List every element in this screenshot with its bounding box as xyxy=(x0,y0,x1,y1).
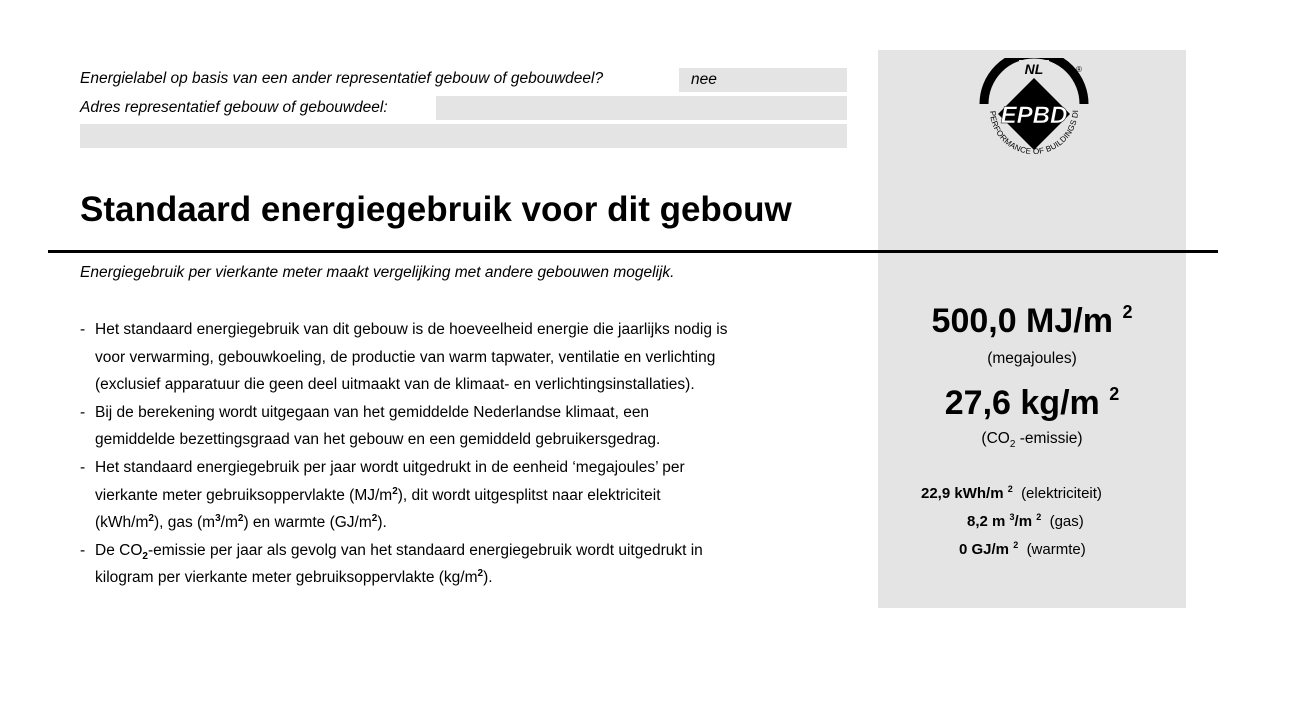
bullet-3-line-2-text-a: vierkante meter gebruiksoppervlakte (MJ/m xyxy=(95,486,393,504)
bullet-3-line-1: Het standaard energiegebruik per jaar wordt uitgedrukt in de eenheid ‘megajoules’ per xyxy=(95,458,685,476)
bullet-dash: - xyxy=(80,541,86,559)
bullet-2-line-2: gemiddelde bezettingsgraad van het gebouw en een gemiddeld gebruikersgedrag. xyxy=(95,431,661,449)
superscript-3: 3 xyxy=(1009,512,1015,522)
electricity-row xyxy=(921,485,1102,502)
bullet-3-line-3-text-b: ), gas (m xyxy=(153,514,216,532)
section-intro: Energiegebruik per vierkante meter maakt vergelijking met andere gebouwen mogelijk. xyxy=(80,264,675,281)
superscript-2: 2 xyxy=(1109,384,1120,404)
logo-registered-mark: ® xyxy=(1076,65,1082,74)
logo-top-text: NL xyxy=(1024,61,1044,77)
co2-note xyxy=(878,430,1186,451)
bullet-4-line-1-text-b: -emissie per jaar als gevolg van het standaard energiegebruik wordt uitgedrukt in xyxy=(147,541,703,559)
bullet-3-line-3-text-e: ). xyxy=(377,514,387,532)
superscript-2: 2 xyxy=(1122,302,1133,322)
bullet-4-line-2-text-a: kilogram per vierkante meter gebruiksoppervlakte (kg/m xyxy=(95,569,478,587)
superscript-2: 2 xyxy=(392,485,398,497)
superscript-2: 2 xyxy=(477,568,484,580)
bullet-4-line-1 xyxy=(95,537,860,565)
co2-note-b: -emissie) xyxy=(1019,430,1083,447)
address-field xyxy=(436,96,847,120)
electricity-label: (elektriciteit) xyxy=(1021,485,1102,502)
bullet-3-line-2 xyxy=(95,482,860,510)
heat-value: 0 GJ/m xyxy=(959,541,1010,558)
bullet-3-line-3-text-d: ) en warmte (GJ/m xyxy=(243,514,372,532)
superscript-2: 2 xyxy=(1013,540,1019,550)
epbd-logo xyxy=(972,58,1096,182)
bullet-dash: - xyxy=(80,403,86,421)
representatief-question: Energielabel op basis van een ander representatief gebouw of gebouwdeel? xyxy=(80,70,604,87)
logo-ring-text-path: PERFORMANCE OF BUILDINGS DI xyxy=(987,109,1081,157)
bullet-3-line-3-text-c: /m xyxy=(220,514,238,532)
superscript-2: 2 xyxy=(148,513,154,524)
bullet-3-line-3-text-a: (kWh/m xyxy=(95,514,149,532)
bullet-dash: - xyxy=(80,458,86,476)
superscript-2: 2 xyxy=(1036,512,1042,522)
gas-label: (gas) xyxy=(1049,513,1084,530)
bullet-1-line-1: Het standaard energiegebruik van dit gebouw is de hoeveelheid energie die jaarlijks nodig is xyxy=(95,321,728,338)
co2-value xyxy=(878,384,1186,423)
gas-value-b: /m xyxy=(1014,513,1033,530)
bullet-3-line-3 xyxy=(95,509,860,537)
epbd-logo-icon xyxy=(972,58,1096,182)
representatief-answer-field xyxy=(679,68,847,92)
section-divider xyxy=(48,250,1218,253)
subscript-2: 2 xyxy=(1009,439,1016,451)
list-item xyxy=(80,399,860,454)
address-label: Adres representatief gebouw of gebouwdeel: xyxy=(80,99,388,116)
superscript-2: 2 xyxy=(1007,484,1013,494)
bullet-4-line-2-text-b: ). xyxy=(483,569,493,587)
bullet-dash: - xyxy=(80,321,86,338)
explanation-list xyxy=(80,316,860,592)
section-title: Standaard energiegebruik voor dit gebouw xyxy=(80,190,792,229)
co2-note-a: (CO xyxy=(981,430,1010,447)
bullet-3-line-2-text-b: ), dit wordt uitgesplitst naar elektriciteit xyxy=(397,486,661,504)
bullet-2-line-1: Bij de berekening wordt uitgegaan van het gemiddelde Nederlandse klimaat, een xyxy=(95,403,650,421)
logo-main-text: EPBD xyxy=(1000,102,1068,129)
energy-unit-note: (megajoules) xyxy=(987,350,1077,367)
list-item xyxy=(80,454,860,537)
list-item xyxy=(80,316,860,399)
superscript-3: 3 xyxy=(215,513,221,524)
heat-label: (warmte) xyxy=(1026,541,1086,558)
co2-value-text: 27,6 kg/m xyxy=(944,384,1100,422)
representatief-answer: nee xyxy=(691,71,717,88)
electricity-value: 22,9 kWh/m xyxy=(921,485,1004,502)
superscript-2: 2 xyxy=(371,513,378,524)
bullet-4-line-1-text-a: De CO xyxy=(95,541,143,559)
subscript-2: 2 xyxy=(142,550,148,562)
energy-value-text: 500,0 MJ/m xyxy=(931,302,1113,340)
address-field-line2 xyxy=(80,124,847,148)
gas-value-a: 8,2 m xyxy=(967,513,1006,530)
gas-row xyxy=(967,513,1084,530)
bullet-1-line-2: voor verwarming, gebouwkoeling, de productie van warm tapwater, ventilatie en verlichting xyxy=(95,348,716,366)
superscript-2: 2 xyxy=(237,513,244,524)
bullet-1-line-3: (exclusief apparatuur die geen deel uitmaakt van de klimaat- en verlichtingsinstallaties). xyxy=(95,376,695,394)
bullet-4-line-2 xyxy=(95,564,860,592)
heat-row xyxy=(959,541,1086,558)
list-item xyxy=(80,537,860,592)
energy-value xyxy=(878,302,1186,341)
